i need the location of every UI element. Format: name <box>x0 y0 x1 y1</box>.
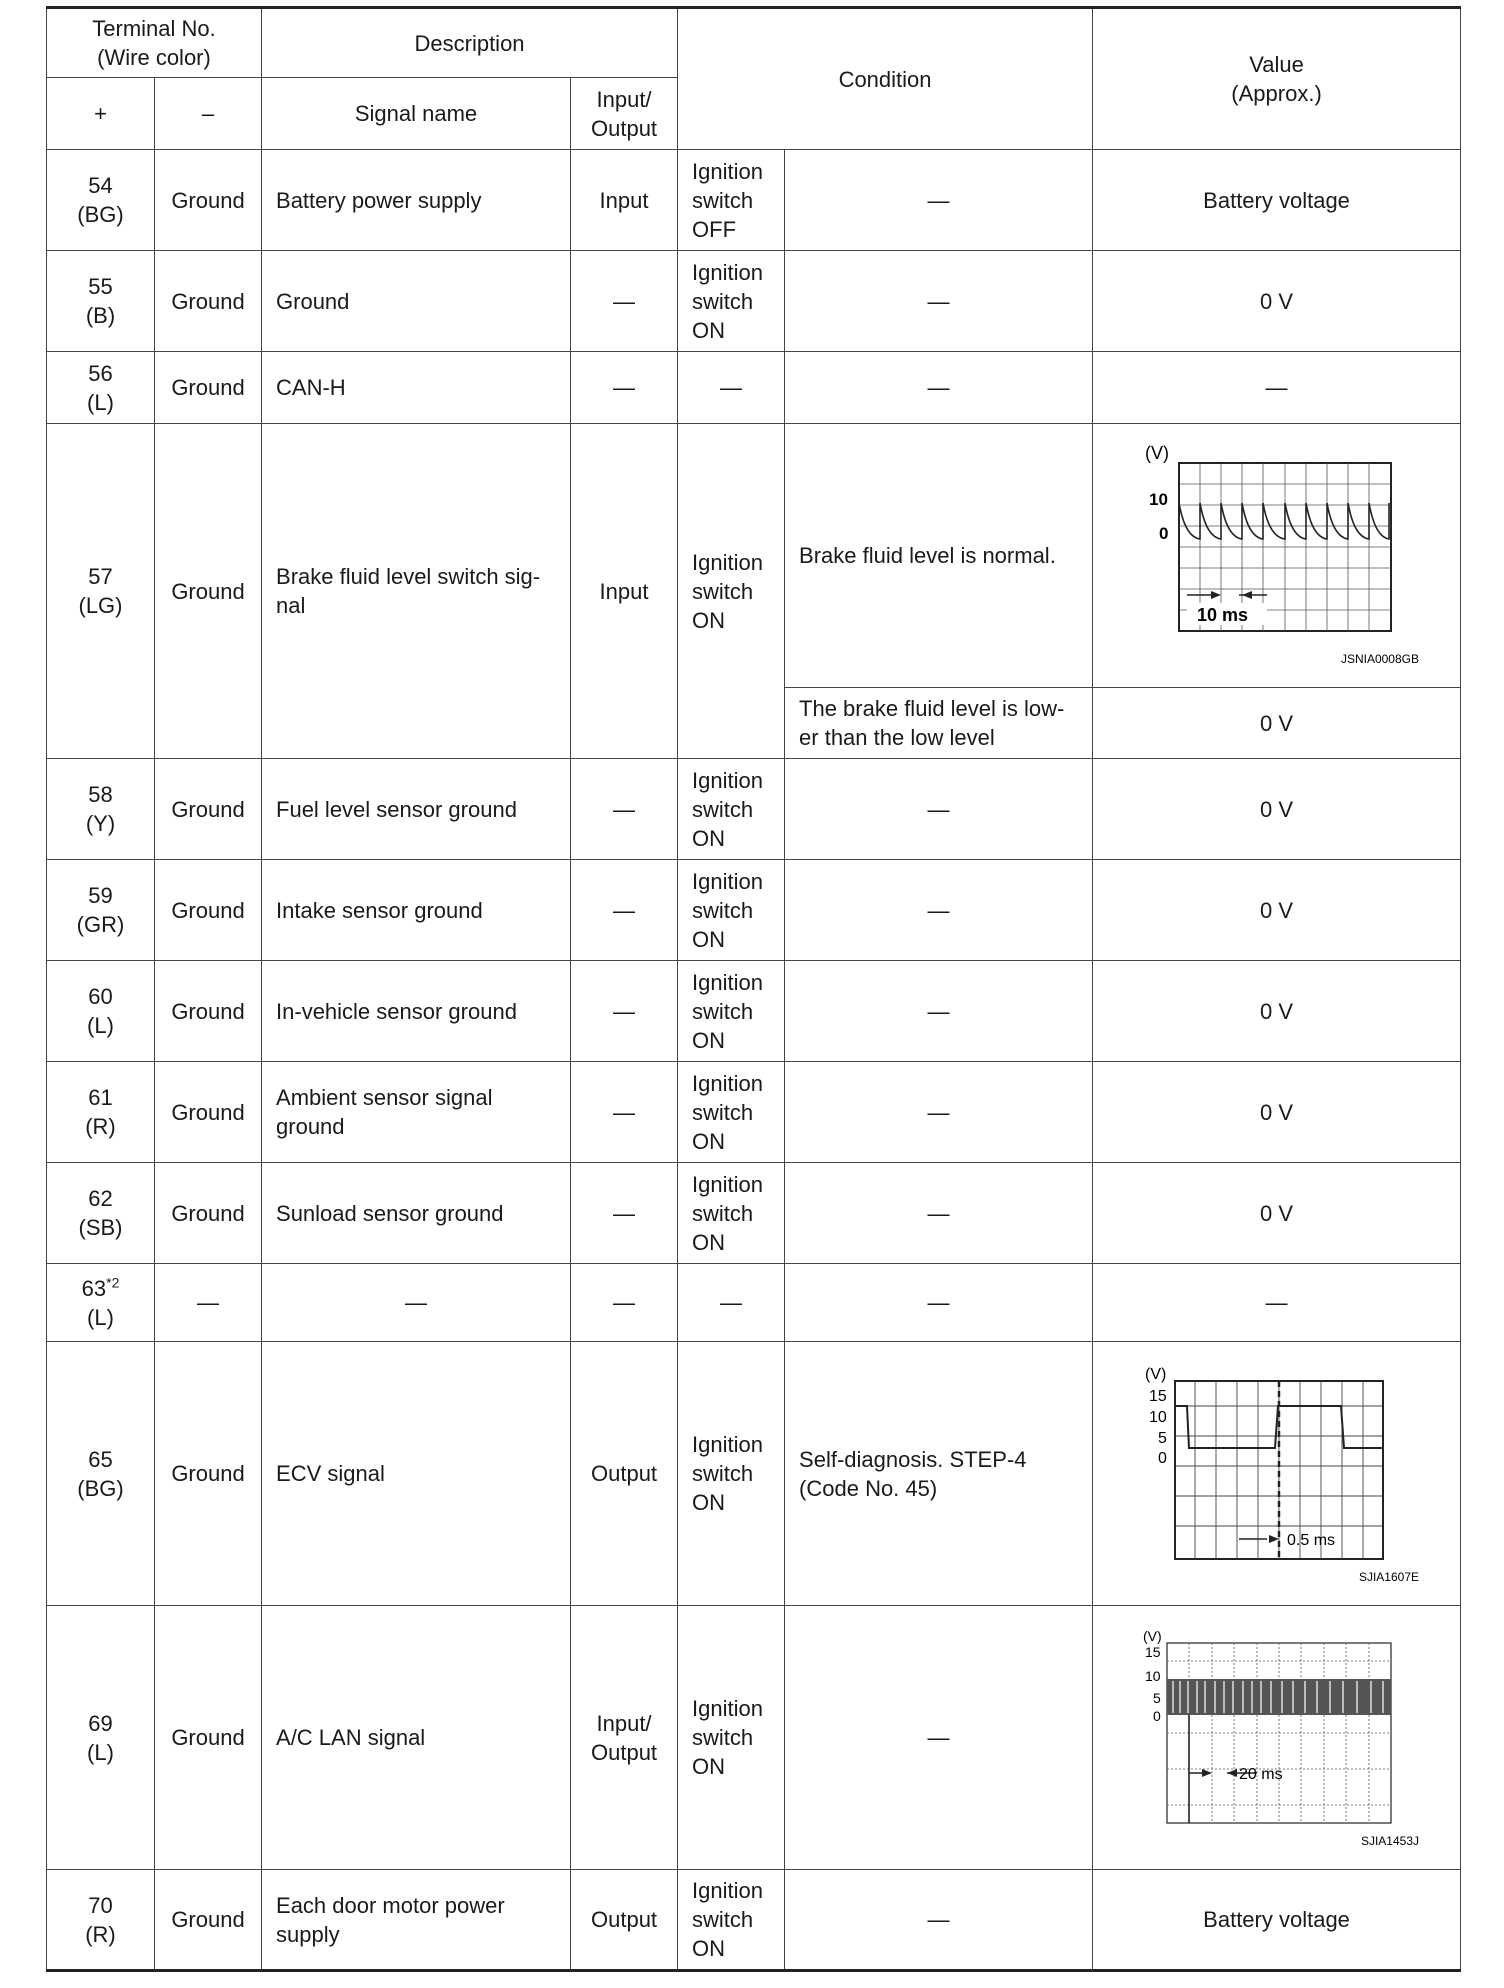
io-type: Input <box>571 150 678 251</box>
terminal-plus: 56 (L) <box>47 352 155 424</box>
terminal-minus: Ground <box>155 860 262 961</box>
header-io: Input/ Output <box>571 78 678 150</box>
signal-name: In-vehicle sensor ground <box>262 961 571 1062</box>
io-type: — <box>571 1163 678 1264</box>
terminal-minus: Ground <box>155 1062 262 1163</box>
value: — <box>1093 352 1461 424</box>
condition-switch: Ignition switch ON <box>678 1062 785 1163</box>
condition-switch: Ignition switch ON <box>678 860 785 961</box>
condition-detail: Brake fluid level is normal. <box>785 424 1093 688</box>
terminal-minus: Ground <box>155 150 262 251</box>
condition-detail: — <box>785 352 1093 424</box>
condition-switch: Ignition switch ON <box>678 759 785 860</box>
terminal-plus: 55 (B) <box>47 251 155 352</box>
waveform-unit: (V) <box>1142 1627 1162 1644</box>
condition-detail: — <box>785 150 1093 251</box>
condition-switch: Ignition switch ON <box>678 1163 785 1264</box>
condition-detail: — <box>785 860 1093 961</box>
io-type: Output <box>571 1342 678 1606</box>
signal-name: Sunload sensor ground <box>262 1163 571 1264</box>
waveform-y-zero: 0 <box>1158 523 1169 543</box>
value-waveform-ecv <box>1093 1342 1461 1606</box>
terminal-minus: Ground <box>155 1606 262 1870</box>
condition-detail: — <box>785 961 1093 1062</box>
condition-switch: Ignition switch ON <box>678 1342 785 1606</box>
waveform-y5: 5 <box>1157 1429 1167 1447</box>
table-row <box>47 759 1461 860</box>
condition-detail: — <box>785 1264 1093 1342</box>
value: Battery voltage <box>1093 1870 1461 1971</box>
signal-name: ECV signal <box>262 1342 571 1606</box>
io-type: — <box>571 961 678 1062</box>
figure-code: SJIA1607E <box>1358 1569 1419 1584</box>
terminal-plus: 65 (BG) <box>47 1342 155 1606</box>
header-condition: Condition <box>678 8 1093 150</box>
terminal-plus: 58 (Y) <box>47 759 155 860</box>
terminal-plus: 70 (R) <box>47 1870 155 1971</box>
condition-switch: — <box>678 352 785 424</box>
waveform-time: 0.5 ms <box>1286 1531 1335 1549</box>
waveform-y10: 10 <box>1148 1408 1167 1426</box>
io-type: — <box>571 860 678 961</box>
io-type: — <box>571 352 678 424</box>
signal-name: Intake sensor ground <box>262 860 571 961</box>
terminal-plus: 69 (L) <box>47 1606 155 1870</box>
table-row <box>47 1062 1461 1163</box>
value: 0 V <box>1093 860 1461 961</box>
signal-name: Brake fluid level switch sig- nal <box>262 424 571 759</box>
condition-detail: — <box>785 251 1093 352</box>
condition-switch: Ignition switch ON <box>678 1606 785 1870</box>
table-row <box>47 424 1461 688</box>
value: 0 V <box>1093 1163 1461 1264</box>
signal-name: Each door motor power supply <box>262 1870 571 1971</box>
table-row <box>47 961 1461 1062</box>
value: 0 V <box>1093 961 1461 1062</box>
waveform-time: 20 ms <box>1238 1765 1283 1783</box>
condition-detail: — <box>785 1163 1093 1264</box>
value: Battery voltage <box>1093 150 1461 251</box>
terminal-minus: Ground <box>155 251 262 352</box>
value: — <box>1093 1264 1461 1342</box>
terminal-plus: 59 (GR) <box>47 860 155 961</box>
waveform-y-top: 10 <box>1148 489 1168 509</box>
signal-name: — <box>262 1264 571 1342</box>
waveform-unit: (V) <box>1144 442 1169 463</box>
value: 0 V <box>1093 251 1461 352</box>
condition-switch: Ignition switch ON <box>678 1870 785 1971</box>
header-terminal: Terminal No. (Wire color) <box>47 8 262 78</box>
wire-color: (L) <box>87 1304 114 1330</box>
condition-detail: — <box>785 1606 1093 1870</box>
io-type: Input/ Output <box>571 1606 678 1870</box>
waveform-y15: 15 <box>1148 1387 1167 1405</box>
terminal-plus: 57 (LG) <box>47 424 155 759</box>
table-row <box>47 1163 1461 1264</box>
table-row <box>47 352 1461 424</box>
terminal-plus: 54 (BG) <box>47 150 155 251</box>
header-description: Description <box>262 8 678 78</box>
table-row <box>47 1606 1461 1870</box>
figure-code: SJIA1453J <box>1360 1833 1419 1848</box>
signal-name: Fuel level sensor ground <box>262 759 571 860</box>
header-plus: + <box>47 78 155 150</box>
waveform-ecv <box>1127 1359 1427 1589</box>
terminal-plus <box>47 1264 155 1342</box>
condition-switch: Ignition switch ON <box>678 251 785 352</box>
table-row <box>47 1870 1461 1971</box>
condition-detail: The brake fluid level is low- er than the low level <box>785 688 1093 759</box>
condition-switch: Ignition switch ON <box>678 961 785 1062</box>
value: 0 V <box>1093 759 1461 860</box>
terminal-minus: Ground <box>155 352 262 424</box>
terminal-minus: Ground <box>155 1342 262 1606</box>
value-waveform-lan <box>1093 1606 1461 1870</box>
terminal-table <box>46 6 1461 1972</box>
table-row <box>47 1264 1461 1342</box>
header-signal-name: Signal name <box>262 78 571 150</box>
terminal-minus: Ground <box>155 961 262 1062</box>
waveform-y10: 10 <box>1144 1667 1161 1684</box>
table-row <box>47 860 1461 961</box>
condition-detail: — <box>785 759 1093 860</box>
terminal-minus: Ground <box>155 1163 262 1264</box>
waveform-ac-lan <box>1127 1623 1427 1853</box>
footnote-mark: *2 <box>106 1274 120 1291</box>
condition-detail: — <box>785 1062 1093 1163</box>
signal-name: CAN-H <box>262 352 571 424</box>
table-row <box>47 1342 1461 1606</box>
condition-detail: — <box>785 1870 1093 1971</box>
signal-name: Ground <box>262 251 571 352</box>
terminal-minus: Ground <box>155 424 262 759</box>
io-type: Output <box>571 1870 678 1971</box>
terminal-plus: 60 (L) <box>47 961 155 1062</box>
io-type: — <box>571 1264 678 1342</box>
io-type: Input <box>571 424 678 759</box>
terminal-plus: 61 (R) <box>47 1062 155 1163</box>
value-waveform-brake <box>1093 424 1461 688</box>
signal-name: Ambient sensor signal ground <box>262 1062 571 1163</box>
io-type: — <box>571 1062 678 1163</box>
value: 0 V <box>1093 688 1461 759</box>
waveform-unit: (V) <box>1144 1365 1166 1383</box>
signal-name: Battery power supply <box>262 150 571 251</box>
waveform-y5: 5 <box>1152 1689 1161 1706</box>
terminal-minus: — <box>155 1264 262 1342</box>
terminal-minus: Ground <box>155 1870 262 1971</box>
figure-code: JSNIA0008GB <box>1340 651 1419 666</box>
condition-switch: Ignition switch ON <box>678 424 785 759</box>
waveform-brake-fluid <box>1127 441 1427 671</box>
io-type: — <box>571 759 678 860</box>
signal-name: A/C LAN signal <box>262 1606 571 1870</box>
io-type: — <box>571 251 678 352</box>
condition-switch: Ignition switch OFF <box>678 150 785 251</box>
waveform-y15: 15 <box>1144 1643 1161 1660</box>
value: 0 V <box>1093 1062 1461 1163</box>
condition-switch: — <box>678 1264 785 1342</box>
table-row <box>47 251 1461 352</box>
terminal-minus: Ground <box>155 759 262 860</box>
waveform-time: 10 ms <box>1196 604 1248 625</box>
table-row <box>47 150 1461 251</box>
waveform-y0: 0 <box>1157 1449 1167 1467</box>
condition-detail: Self-diagnosis. STEP-4 (Code No. 45) <box>785 1342 1093 1606</box>
terminal-plus: 62 (SB) <box>47 1163 155 1264</box>
header-value: Value (Approx.) <box>1093 8 1461 150</box>
header-minus: – <box>155 78 262 150</box>
waveform-y0: 0 <box>1152 1707 1161 1724</box>
terminal-number: 63 <box>81 1275 107 1301</box>
